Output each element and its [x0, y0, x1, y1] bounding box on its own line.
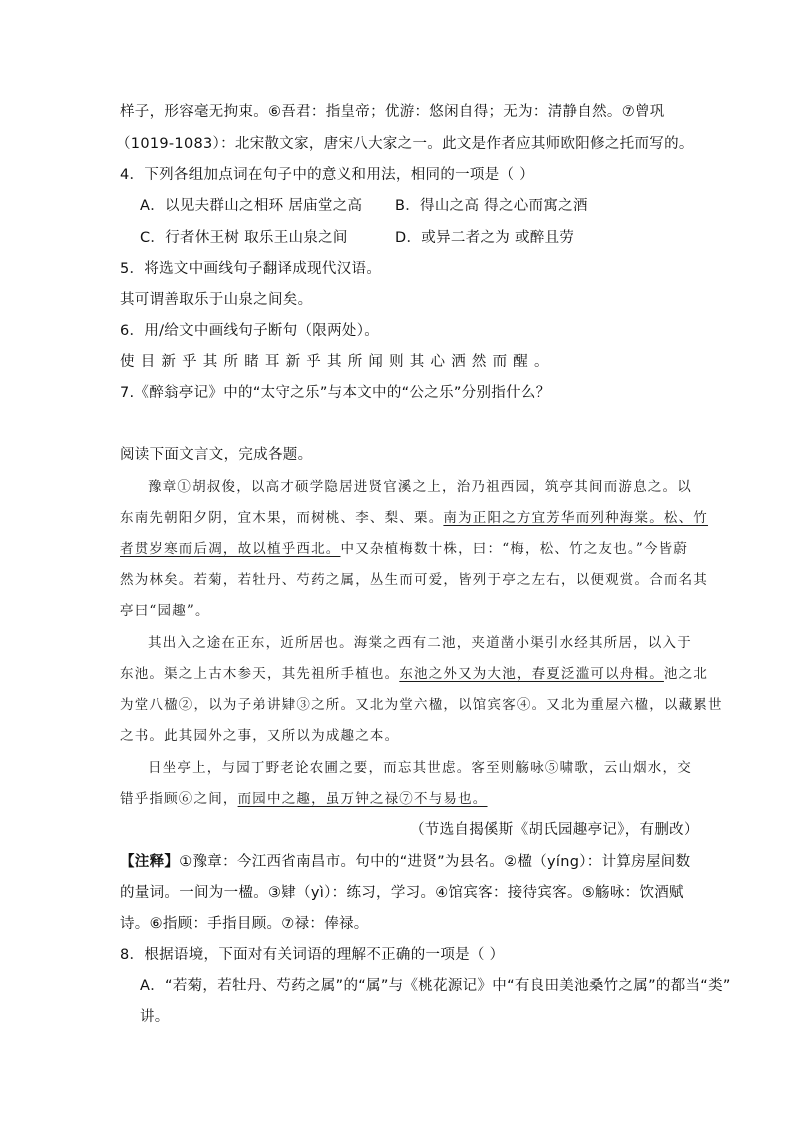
passage-p2-line-3: 为堂八楹②，以为子弟讲肄③之所。又北为堂六楹，以馆宾客④。又北为重屋六楹，以藏累世 [120, 697, 723, 713]
underlined-sentence: 者贯岁寒而后凋，故以植乎西北。 [120, 541, 341, 557]
passage-p3-line-2 [120, 789, 488, 809]
passage-p1-line-1: 豫章①胡叔俊，以高才硕学隐居进贤官溪之上，治乃祖西园，筑亭其间而游息之。以 [148, 479, 692, 495]
notes-line-3: 诗。⑥指顾：手指目顾。⑦禄：俸禄。 [120, 916, 369, 932]
passage-p2-line-2 [120, 664, 708, 684]
question-4-stem: 4．下列各组加点词在句子中的意义和用法，相同的一项是（ ） [120, 167, 535, 183]
question-4-option-d: D．或异二者之为 或醉且劳 [395, 230, 575, 246]
question-8-stem: 8．根据语境，下面对有关词语的理解不正确的一项是（ ） [120, 947, 505, 963]
passage-p2-line-1: 其出入之途在正东，近所居也。海棠之西有二池，夹道凿小渠引水经其所居，以入于 [148, 635, 692, 651]
notes-line-2: 的量词。一间为一楹。③肄（yì）：练习，学习。④馆宾客：接待宾客。⑤觞咏：饮酒赋 [120, 885, 684, 901]
note-continuation-line-1: 样子，形容毫无拘束。⑥吾君：指皇帝；优游：悠闲自得；无为：清静自然。⑦曾巩 [120, 104, 665, 120]
passage-text: 错乎指顾⑥之间， [120, 791, 238, 807]
underlined-sentence: 东池之外又为大池，春夏泛滥可以舟楫。 [399, 666, 664, 682]
question-5-stem: 5．将选文中画线句子翻译成现代汉语。 [120, 261, 382, 277]
underlined-sentence: 而园中之趣，虽万钟之禄⑦不与易也。 [237, 791, 488, 807]
passage-text: 东池。渠之上古木参天，其先祖所手植也。 [120, 666, 400, 682]
question-8-option-a-line-1: A．“若菊，若牡丹、芍药之属”的“属”与《桃花源记》中“有良田美池桑竹之属”的都当“类” [140, 978, 731, 994]
question-6-sentence: 使目新乎其所睹耳新乎其所闻则其心洒然而醒。 [120, 354, 555, 370]
question-4-option-a: A．以见夫群山之相环 居庙堂之高 [140, 198, 363, 214]
question-6-stem: 6．用/给文中画线句子断句（限两处）。 [120, 323, 380, 339]
question-4-option-b: B．得山之高 得之心而寓之酒 [395, 198, 588, 214]
notes-label: 【注释】 [120, 854, 180, 870]
question-5-sentence: 其可谓善取乐于山泉之间矣。 [120, 292, 313, 308]
question-7-stem: 7.《醉翁亭记》中的“太守之乐”与本文中的“公之乐”分别指什么？ [120, 385, 551, 401]
passage-p2-line-4: 之书。此其园外之事，又所以为成趣之本。 [120, 728, 400, 744]
question-8-option-a-line-2: 讲。 [140, 1009, 170, 1025]
passage-text: 中又杂植梅数十株，曰：“梅，松、竹之友也。”今皆蔚 [340, 541, 689, 557]
notes-text: ①豫章：今江西省南昌市。句中的“进贤”为县名。②楹（yíng）：计算房屋间数 [179, 854, 691, 870]
underlined-sentence: 南为正阳之方宜芳华而列种海棠。松、竹 [443, 510, 709, 526]
passage-p1-line-4: 然为林矣。若菊，若牡丹、芍药之属，丛生而可爱，皆列于亭之左右，以便观赏。合而名其 [120, 572, 708, 588]
notes-line-1 [120, 852, 690, 872]
passage-p1-line-5: 亭曰“园趣”。 [120, 603, 210, 619]
question-4-option-c: C．行者休王树 取乐王山泉之间 [140, 230, 348, 246]
reading-instruction: 阅读下面文言文，完成各题。 [120, 447, 313, 463]
note-continuation-line-2: （1019-1083）：北宋散文家，唐宋八大家之一。此文是作者应其师欧阳修之托而写的。 [116, 136, 694, 152]
passage-p1-line-3 [120, 539, 688, 559]
passage-source: （节选自揭傒斯《胡氏园趣亭记》，有删改） [410, 822, 699, 838]
passage-p1-line-2 [120, 508, 708, 528]
passage-text: 东南先朝阳夕阴，宜木果，而树桃、李、梨、栗。 [120, 510, 444, 526]
passage-text: 池之北 [663, 666, 709, 682]
passage-p3-line-1: 日坐亭上，与园丁野老论农圃之要，而忘其世虑。客至则觞咏⑤啸歌，云山烟水，交 [148, 760, 692, 776]
